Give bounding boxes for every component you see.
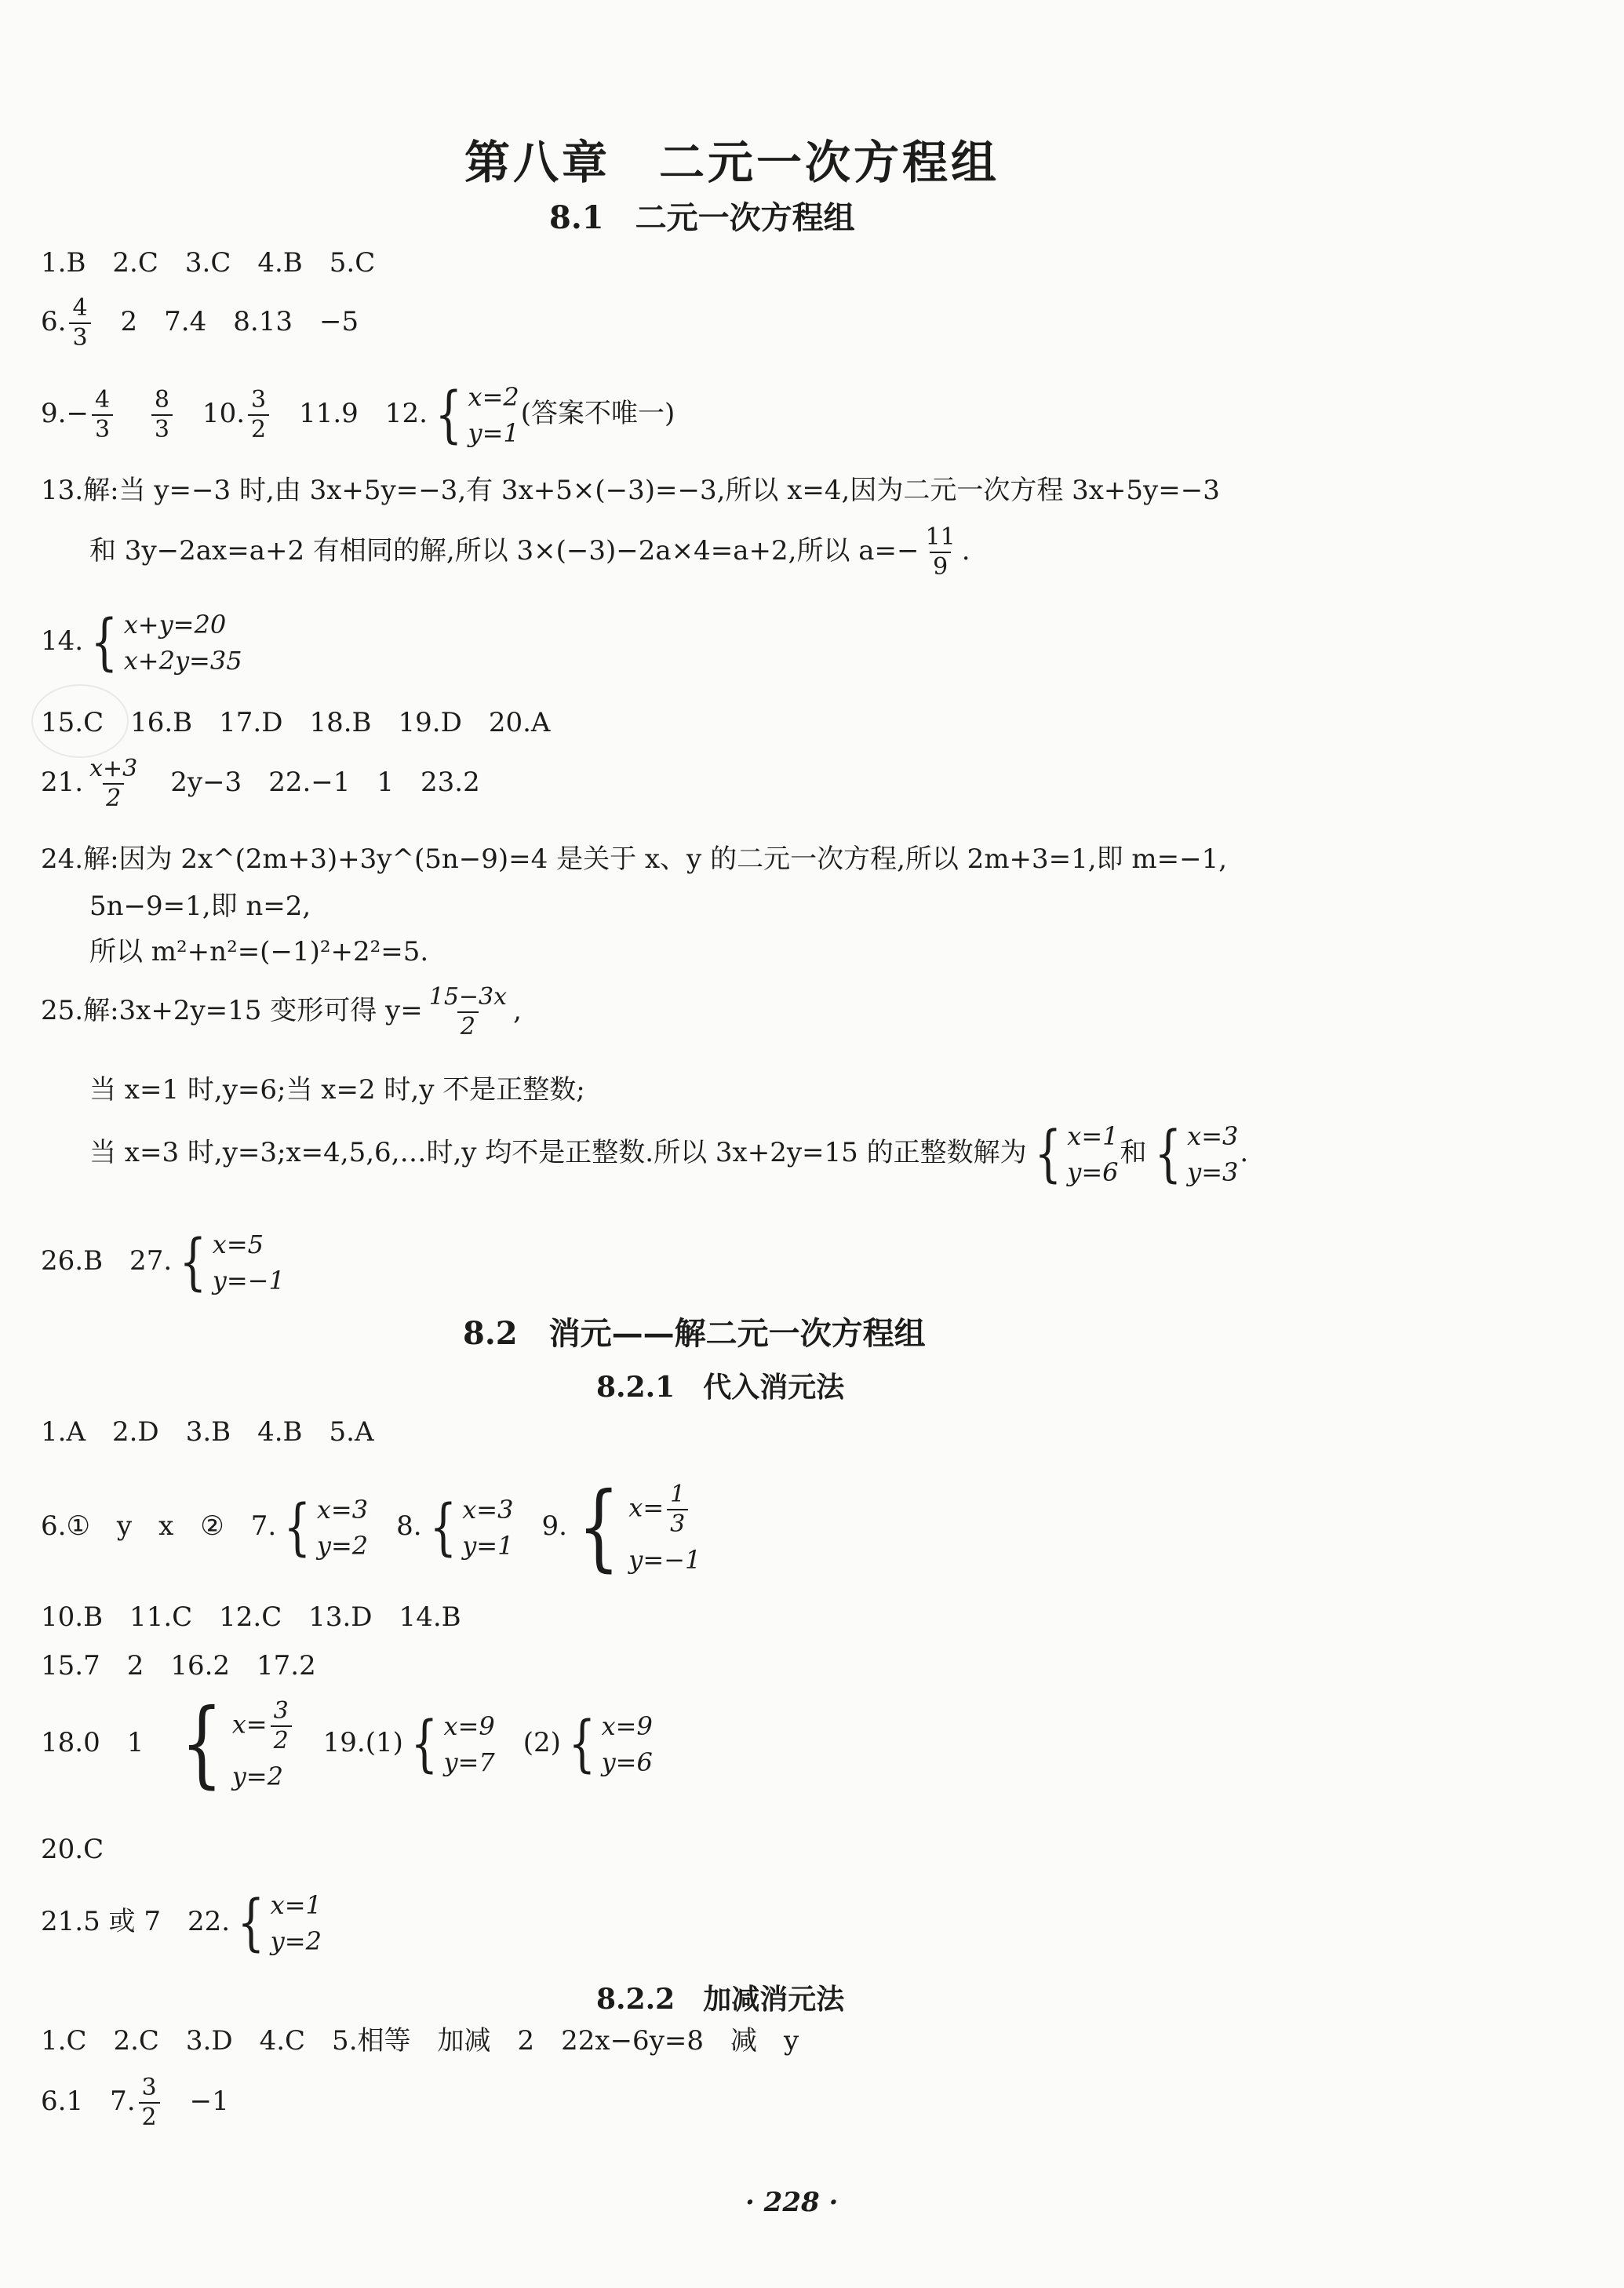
subsection-title-8-2-1: 8.2.1 代入消元法 [596,1371,845,1404]
page-number: · 228 · [745,2187,839,2218]
answer-line: 13.解:当 y=−3 时,由 3x+5y=−3,有 3x+5×(−3)=−3,所以 x=4,因为二元一次方程 3x+5y=−3 [41,475,1220,506]
answer-line: 24.解:因为 2x^(2m+3)+3y^(5n−9)=4 是关于 x、y 的二元一次方程,所以 2m+3=1,即 m=−1, [41,843,1228,875]
answer-line: 6.1 7. $\frac{3}{2}$ −1 [41,2074,229,2131]
section-title-8-1: 8.1 二元一次方程组 [549,199,855,236]
answer-line: 18.0 1 { x= $\frac{3}{2}$ y=2 19.(1) { x=9 y=7 (2) { x=9 y=6 [41,1689,653,1798]
answer-line: 26.B 27. { x=5 y=−1 [41,1226,285,1298]
answer-line: 21. $\frac{x+3}{2}$ 2y−3 22.−1 1 23.2 [41,755,480,812]
answer-line: 25.解:3x+2y=15 变形可得 y= $\frac{15-3x}{2}$ , [41,983,522,1040]
answer-line: 1.C 2.C 3.D 4.C 5.相等 加减 2 22x−6y=8 减 y [41,2025,799,2057]
answer-line: 所以 m²+n²=(−1)²+2²=5. [89,936,429,967]
answer-line: 15.C 16.B 17.D 18.B 19.D 20.A [41,707,551,738]
answer-line: 10.B 11.C 12.C 13.D 14.B [41,1601,461,1633]
answer-line: 当 x=1 时,y=6;当 x=2 时,y 不是正整数; [89,1074,585,1106]
section-title-8-2: 8.2 消元——解二元一次方程组 [463,1315,926,1352]
answer-line: 当 x=3 时,y=3;x=4,5,6,…时,y 均不是正整数.所以 3x+2y=15 的正整数解为 { x=1 y=6 和 { x=3 y=3 . [89,1118,1249,1190]
answer-line: 和 3y−2ax=a+2 有相同的解,所以 3×(−3)−2a×4=a+2,所以 a=− $\frac{11}{9}$ . [89,523,970,581]
answer-line: 15.7 2 16.2 17.2 [41,1650,316,1681]
answer-line: 6.① y x ② 7. { x=3 y=2 8. { x=3 y=1 9. { x= $\frac{1}{3}$ y=−1 [41,1473,701,1582]
answer-line: 1.B 2.C 3.C 4.B 5.C [41,247,376,279]
answer-line: 1.A 2.D 3.B 4.B 5.A [41,1416,374,1448]
answer-line: 20.C [41,1834,104,1865]
answer-line: 6. $\frac{4}{3}$ 2 7.4 8.13 −5 [41,294,359,352]
answer-line: 5n−9=1,即 n=2, [89,891,311,922]
subsection-title-8-2-2: 8.2.2 加减消元法 [596,1983,845,2016]
answer-line: 14. { x+y=20 x+2y=35 [41,607,242,678]
answer-line: 21.5 或 7 22. { x=1 y=2 [41,1887,322,1958]
chapter-title: 第八章 二元一次方程组 [464,136,1000,189]
answer-line: 9.− $\frac{4}{3}$ $\frac{8}{3}$ 10. $\frac{3}{2}$ 11.9 12. { x=2 y=1 (答案不唯一) [41,379,675,450]
